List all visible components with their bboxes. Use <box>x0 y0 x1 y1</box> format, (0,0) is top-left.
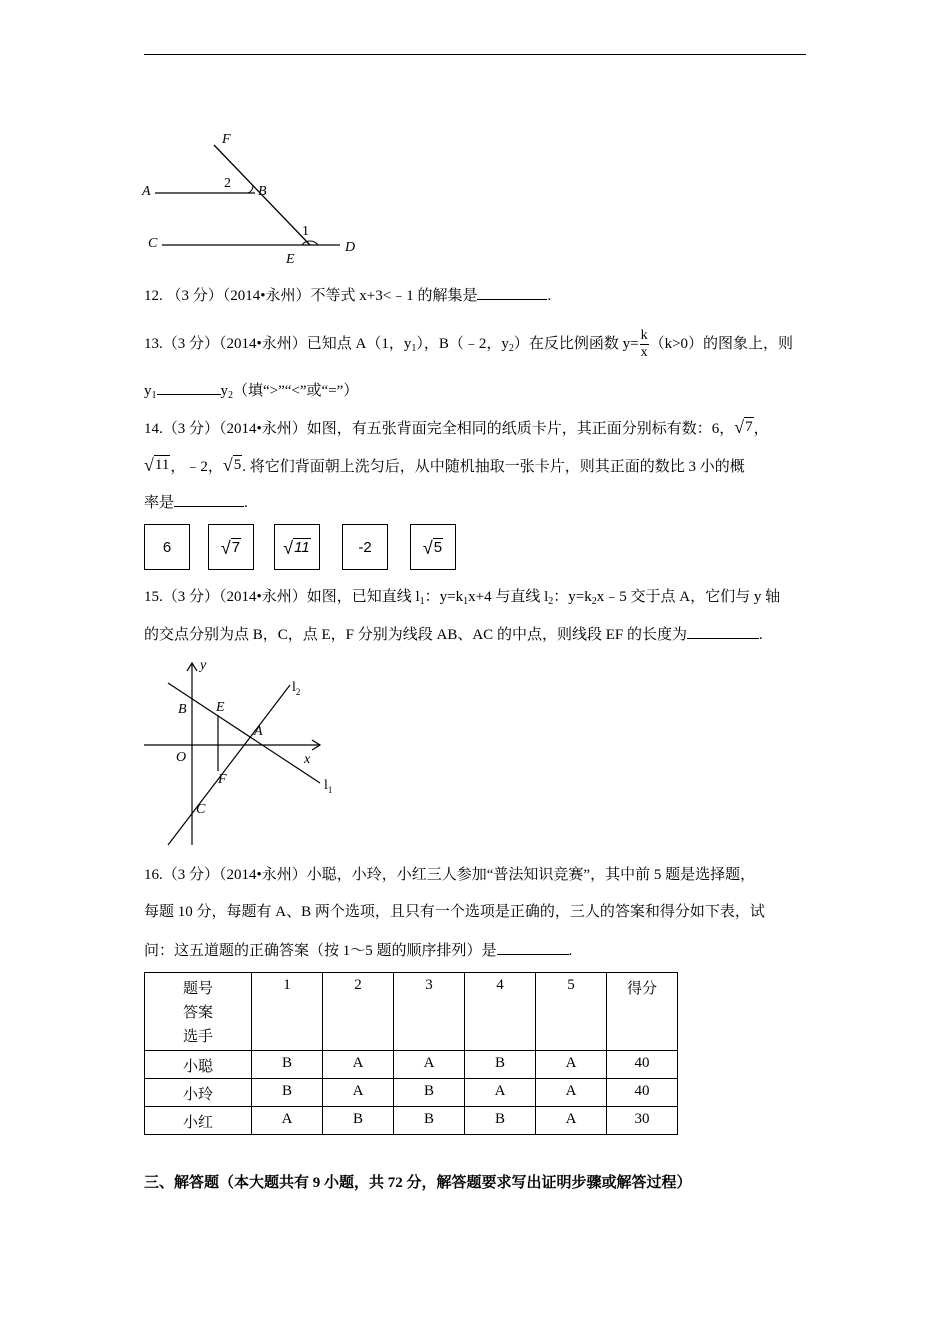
table-cell: 小红 <box>145 1107 252 1135</box>
q12-number: 12. <box>144 288 163 304</box>
label-d: D <box>345 240 356 255</box>
q15-answer-blank[interactable] <box>687 624 759 639</box>
line-l1 <box>168 683 320 783</box>
table-header-score: 得分 <box>607 973 678 1051</box>
label-y: y <box>200 658 207 673</box>
angle-2-arc <box>248 186 253 193</box>
table-cell: A <box>394 1051 465 1079</box>
table-cell: A <box>465 1079 536 1107</box>
question-13-line1: 13.（3 分）（2014•永州）已知点 A（1，$y_1$），B（﹣2，$y_2$）在反比例函数 y= $\frac{k}{x}$ （k>0）的图象上，则 <box>144 328 794 360</box>
section-3-title: 三、解答题（本大题共有 9 小题，共 72 分，解答题要求写出证明步骤或解答过程） <box>144 1175 692 1191</box>
label-o: O <box>176 750 187 765</box>
answers-table <box>144 972 678 1135</box>
table-header-1: 1 <box>252 973 323 1051</box>
label-b: B <box>258 184 267 199</box>
sqrt-7: √ 7 <box>734 417 753 437</box>
table-row <box>145 1051 678 1079</box>
card-sqrt-7: √ 7 <box>208 524 254 570</box>
table-cell: 小聪 <box>145 1051 252 1079</box>
table-cell: B <box>252 1079 323 1107</box>
label-a: A <box>142 184 151 199</box>
label-1: 1 <box>302 224 309 239</box>
label-c: C <box>196 802 206 817</box>
card-sqrt-11: √ 11 <box>274 524 320 570</box>
table-cell: B <box>323 1107 394 1135</box>
table-cell: A <box>323 1051 394 1079</box>
table-cell: B <box>394 1107 465 1135</box>
q12-score: （3 分） <box>166 288 223 304</box>
table-row <box>145 1079 678 1107</box>
table-header-2: 2 <box>323 973 394 1051</box>
fraction-k-over-x: $\frac{k}{x}$ <box>640 328 648 360</box>
card-sqrt-5: √ 5 <box>410 524 456 570</box>
q12-source: （2014•永州） <box>222 288 311 304</box>
question-14-line2: √ 11 ，﹣2， √ 5 . 将它们背面朝上洗匀后，从中随机抽取一张卡片，则其正面的数比 3 小的概 <box>144 455 745 475</box>
question-16-line1: 16.（3 分）（2014•永州）小聪，小玲，小红三人参加“普法知识竞赛”，其中前 5 题是选择题， <box>144 867 756 883</box>
label-2: 2 <box>224 176 231 191</box>
sqrt-5: √ 5 <box>222 455 242 475</box>
table-cell: A <box>323 1079 394 1107</box>
table-row <box>145 1107 678 1135</box>
table-cell: B <box>394 1079 465 1107</box>
card-6: 6 <box>144 524 190 570</box>
table-cell: 40 <box>607 1079 678 1107</box>
q16-answer-blank[interactable] <box>497 940 569 955</box>
q12-answer-blank[interactable] <box>477 285 547 300</box>
label-l2: $l_2$ <box>292 680 301 697</box>
table-header-3: 3 <box>394 973 465 1051</box>
table-header-row <box>145 973 678 1051</box>
label-b: B <box>178 702 187 717</box>
question-16-line3: 问：这五道题的正确答案（按 1～5 题的顺序排列）是 . <box>144 940 572 961</box>
question-13-line2: $y_1$ $y_2$（填“>”“<”或“=”） <box>144 380 358 406</box>
q12-text: 不等式 x+3<﹣1 的解集是 <box>310 288 478 304</box>
label-e: E <box>216 700 225 715</box>
q13-answer-blank[interactable] <box>157 380 221 395</box>
table-cell: A <box>536 1051 607 1079</box>
table-cell: 40 <box>607 1051 678 1079</box>
question-12: 12. （3 分）（2014•永州）不等式 x+3<﹣1 的解集是 . <box>144 285 551 306</box>
sqrt-11: √ 11 <box>144 455 170 475</box>
table-header-4: 4 <box>465 973 536 1051</box>
figure-coordinate-lines <box>140 655 350 850</box>
table-cell: A <box>252 1107 323 1135</box>
label-e: E <box>286 252 295 267</box>
question-15-line2: 的交点分别为点 B，C，点 E，F 分别为线段 AB、AC 的中点，则线段 EF 的长度为 . <box>144 624 763 645</box>
card-neg-2: -2 <box>342 524 388 570</box>
label-f: F <box>218 772 227 787</box>
table-header-5: 5 <box>536 973 607 1051</box>
label-x: x <box>304 752 311 767</box>
question-16-line2: 每题 10 分，每题有 A、B 两个选项，且只有一个选项是正确的，三人的答案和得分如下表，试 <box>144 904 765 920</box>
question-14-line3: 率是 . <box>144 492 248 513</box>
table-cell: A <box>536 1107 607 1135</box>
q14-answer-blank[interactable] <box>174 492 244 507</box>
label-l1: $l_1$ <box>324 778 333 795</box>
question-14-line1: 14.（3 分）（2014•永州）如图，有五张背面完全相同的纸质卡片，其正面分别标有数：6， √ 7 ， <box>144 417 769 437</box>
table-corner-cell: 题号 答案 选手 <box>145 973 252 1051</box>
label-a: A <box>254 724 263 739</box>
label-f: F <box>222 132 231 147</box>
table-cell: 小玲 <box>145 1079 252 1107</box>
table-cell: 30 <box>607 1107 678 1135</box>
table-cell: B <box>465 1107 536 1135</box>
figure-angles <box>140 125 370 275</box>
table-cell: A <box>536 1079 607 1107</box>
table-cell: B <box>252 1051 323 1079</box>
label-c: C <box>148 236 158 251</box>
header-rule <box>144 54 806 55</box>
question-15-line1: 15.（3 分）（2014•永州）如图，已知直线 $l_1$：$y=k_1x+4$ 与直线 $l_2$：$y=k_2x﹣5$ 交于点 A，它们与 y 轴 <box>144 589 781 607</box>
table-cell: B <box>465 1051 536 1079</box>
